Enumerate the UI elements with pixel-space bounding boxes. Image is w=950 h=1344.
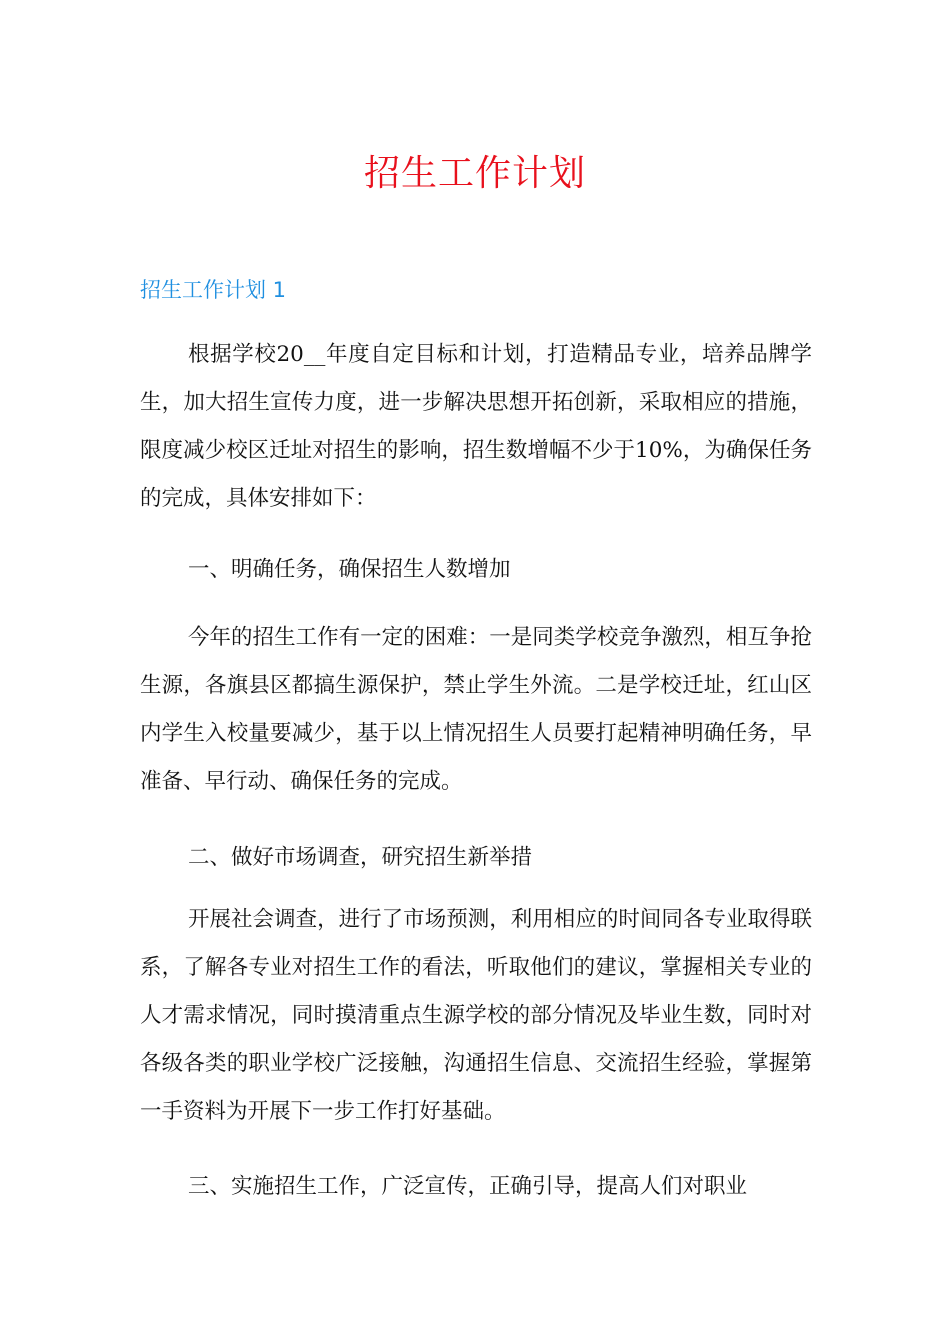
subheading-3: 三、实施招生工作，广泛宣传，正确引导，提高人们对职业 bbox=[188, 1174, 748, 1199]
document-title: 招生工作计划 bbox=[363, 153, 586, 194]
body-paragraph-1: 今年的招生工作有一定的困难：一是同类学校竞争激烈，相互争抢生源，各旗县区都搞生源保护，禁止学生外流。二是学校迁址，红山区内学生入校量要减少，基于以上情况招生人员要打起精神明确任务，早准备、早行动、确保任务的完成。 bbox=[140, 625, 812, 794]
subheading-2: 二、做好市场调查，研究招生新举措 bbox=[188, 845, 533, 870]
intro-paragraph: 根据学校20__年度自定目标和计划，打造精品专业，培养品牌学生，加大招生宣传力度，进一步解决思想开拓创新，采取相应的措施，限度减少校区迁址对招生的影响，招生数增幅不少于10%，为确保任务的完成，具体安排如下： bbox=[140, 342, 812, 511]
subheading-1: 一、明确任务，确保招生人数增加 bbox=[188, 557, 511, 582]
section-heading: 招生工作计划 1 bbox=[140, 278, 287, 302]
body-paragraph-2: 开展社会调查，进行了市场预测，利用相应的时间同各专业取得联系，了解各专业对招生工作的看法，听取他们的建议，掌握相关专业的人才需求情况，同时摸清重点生源学校的部分情况及毕业生数，同时对各级各类的职业学校广泛接触，沟通招生信息、交流招生经验，掌握第一手资料为开展下一步工作打好基础。 bbox=[140, 907, 812, 1124]
